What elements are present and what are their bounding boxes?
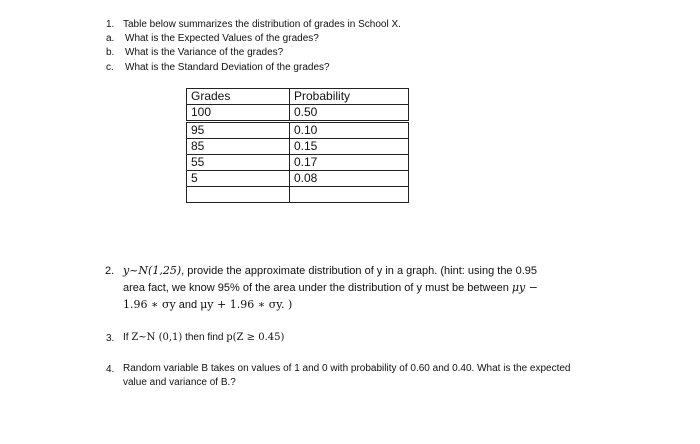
- q2-upper-bound: μy + 1.96 ∗ σy. ): [200, 298, 293, 311]
- q2-distribution: y~N(1,25): [123, 264, 182, 277]
- table-row: [187, 171, 409, 187]
- cell-probability: 0.17: [290, 155, 409, 171]
- q4-number: 4.: [106, 364, 115, 375]
- table-row: [187, 139, 409, 155]
- q1b-label: b.: [106, 47, 115, 58]
- q4-line2: value and variance of B.?: [123, 377, 236, 388]
- q3-number: 3.: [106, 333, 115, 344]
- q1-text: Table below summarizes the distribution of grades in School X.: [123, 19, 401, 30]
- grades-table: [186, 88, 409, 203]
- cell-grade: 5: [187, 171, 290, 187]
- q3-prefix: If: [123, 332, 129, 343]
- q2-mu-minus: μy −: [511, 281, 538, 294]
- q3-distribution: Z~N (0,1): [131, 332, 183, 343]
- q2-line1-text: , provide the approximate distribution of y in a graph. (hint: using the 0.95: [181, 265, 538, 277]
- cell-probability: 0.50: [290, 105, 409, 122]
- q3-line: [123, 332, 284, 343]
- q4-line1: Random variable B takes on values of 1 and 0 with probability of 0.60 and 0.40. What is the expected: [123, 363, 571, 374]
- q1c-text: What is the Standard Deviation of the grades?: [125, 62, 330, 73]
- q1b-text: What is the Variance of the grades?: [125, 47, 284, 58]
- cell-grade: 85: [187, 139, 290, 155]
- q1a-text: What is the Expected Values of the grades?: [125, 33, 319, 44]
- q2-line2: [123, 281, 538, 294]
- cell-grade: 95: [187, 122, 290, 139]
- q1-number: 1.: [106, 19, 115, 30]
- table-header-row: [187, 89, 409, 105]
- q1c-label: c.: [106, 62, 114, 73]
- cell-probability: 0.10: [290, 122, 409, 139]
- table-row: [187, 187, 409, 203]
- q2-number: 2.: [105, 265, 115, 277]
- cell-grade: 55: [187, 155, 290, 171]
- header-grades: Grades: [187, 89, 290, 105]
- cell-grade: 100: [187, 105, 290, 122]
- table-row: [187, 105, 409, 122]
- header-probability: Probability: [290, 89, 409, 105]
- cell-probability: 0.15: [290, 139, 409, 155]
- cell-probability: [290, 187, 409, 203]
- cell-probability: 0.08: [290, 171, 409, 187]
- q2-lower-bound: 1.96 ∗ σy: [123, 298, 176, 311]
- q1a-label: a.: [106, 33, 115, 44]
- q2-line3: [123, 298, 292, 311]
- table-row: [187, 122, 409, 139]
- q2-line1: [123, 264, 537, 277]
- cell-grade: [187, 187, 290, 203]
- table-row: [187, 155, 409, 171]
- q3-probability: p(Z ≥ 0.45): [226, 332, 285, 343]
- q2-and: and: [175, 299, 201, 311]
- q3-middle: then find: [185, 332, 224, 343]
- q2-line2-text: area fact, we know 95% of the area under the distribution of y must be between: [123, 282, 509, 294]
